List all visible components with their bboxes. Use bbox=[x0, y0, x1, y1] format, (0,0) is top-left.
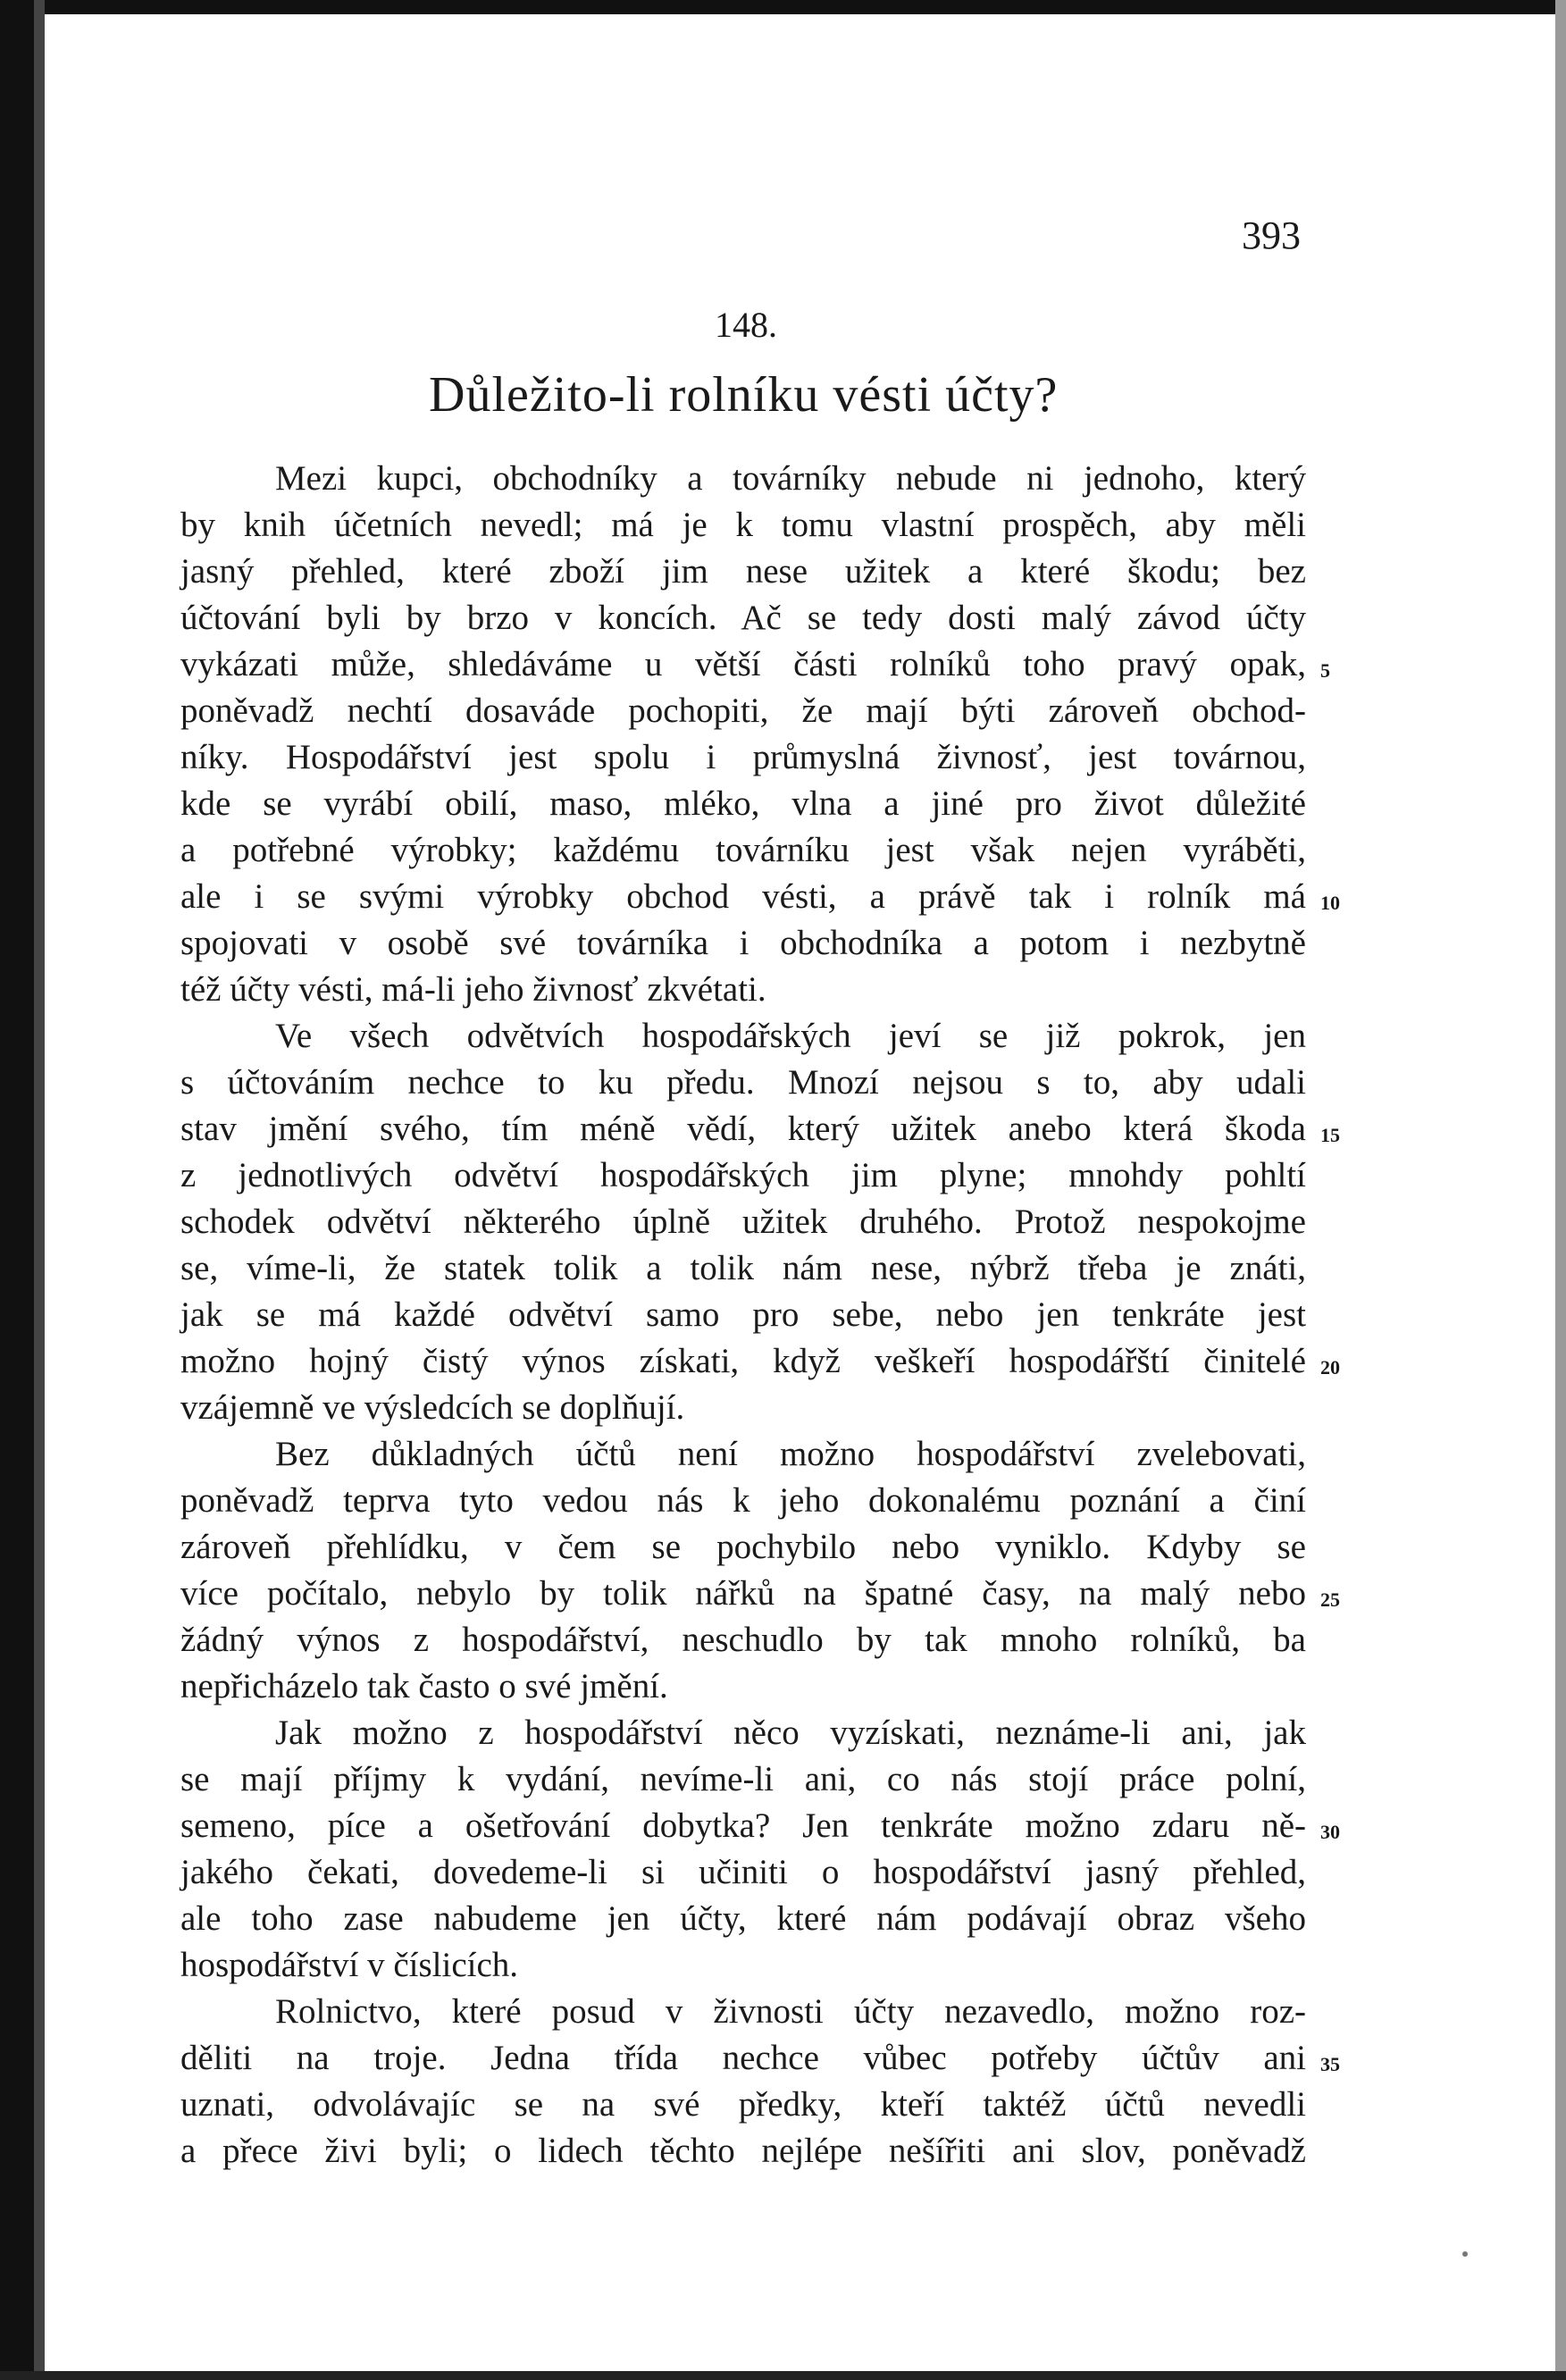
scan-border-left-shadow bbox=[34, 0, 45, 2380]
text-line: ale i se svými výrobky obchod vésti, a právě tak i rolník má bbox=[180, 877, 1306, 916]
text-line: ale toho zase nabudeme jen účty, které nám podávají obraz všeho bbox=[180, 1899, 1306, 1938]
text-line: jak se má každé odvětví samo pro sebe, nebo jen tenkráte jest bbox=[180, 1295, 1306, 1334]
margin-line-number: 35 bbox=[1320, 2053, 1340, 2075]
text-line: z jednotlivých odvětví hospodářských jim plyne; mnohdy pohltí bbox=[180, 1156, 1306, 1194]
chapter-number: 148. bbox=[715, 305, 777, 345]
margin-line-number: 5 bbox=[1320, 659, 1330, 682]
text-line: stav jmění svého, tím méně vědí, který užitek anebo která škoda bbox=[180, 1110, 1306, 1148]
text-line: hospodářství v číslicích. bbox=[180, 1946, 519, 1984]
text-line: níky. Hospodářství jest spolu i průmyslná živnosť, jest továrnou, bbox=[180, 738, 1306, 776]
margin-line-number: 10 bbox=[1320, 892, 1340, 914]
text-line: by knih účetních nevedl; má je k tomu vlastní prospěch, aby měli bbox=[180, 506, 1306, 544]
scan-speck bbox=[1462, 2251, 1468, 2257]
margin-line-number: 20 bbox=[1320, 1356, 1340, 1379]
text-line: schodek odvětví některého úplně užitek druhého. Protož nespokojme bbox=[180, 1203, 1306, 1241]
text-line: vzájemně ve výsledcích se doplňují. bbox=[180, 1388, 685, 1427]
margin-line-number: 15 bbox=[1320, 1124, 1340, 1146]
scan-border-right bbox=[1555, 0, 1566, 2380]
text-line: a přece živi byli; o lidech těchto nejlépe nešířiti ani slov, poněvadž bbox=[180, 2132, 1306, 2170]
text-line: Bez důkladných účtů není možno hospodářství zvelebovati, bbox=[275, 1435, 1306, 1473]
margin-line-number: 30 bbox=[1320, 1821, 1340, 1843]
text-line: poněvadž teprva tyto vedou nás k jeho dokonalému poznání a činí bbox=[180, 1481, 1306, 1520]
text-line: Mezi kupci, obchodníky a továrníky nebude ni jednoho, který bbox=[275, 459, 1306, 498]
text-line: poněvadž nechtí dosaváde pochopiti, že mají býti zároveň obchod- bbox=[180, 691, 1306, 730]
text-line: se mají příjmy k vydání, nevíme-li ani, co nás stojí práce polní, bbox=[180, 1760, 1306, 1798]
text-line: možno hojný čistý výnos získati, když veškeří hospodářští činitelé bbox=[180, 1342, 1306, 1380]
page-number: 393 bbox=[1242, 214, 1301, 257]
text-line: kde se vyrábí obilí, maso, mléko, vlna a jiné pro život důležité bbox=[180, 784, 1306, 823]
body-text bbox=[180, 456, 1306, 2175]
text-line: se, víme-li, že statek tolik a tolik nám nese, nýbrž třeba je znáti, bbox=[180, 1249, 1306, 1287]
text-line: uznati, odvolávajíc se na své předky, kteří taktéž účtů nevedli bbox=[180, 2085, 1306, 2124]
text-line: vykázati může, shledáváme u větší části rolníků toho pravý opak, bbox=[180, 645, 1306, 683]
text-line: žádný výnos z hospodářství, neschudlo by tak mnoho rolníků, ba bbox=[180, 1621, 1306, 1659]
chapter-title: Důležito-li rolníku vésti účty? bbox=[429, 367, 1059, 423]
text-line: Ve všech odvětvích hospodářských jeví se již pokrok, jen bbox=[275, 1017, 1306, 1055]
text-line: nepřicházelo tak často o své jmění. bbox=[180, 1667, 668, 1705]
text-line: jakého čekati, dovedeme-li si učiniti o hospodářství jasný přehled, bbox=[180, 1853, 1306, 1891]
text-line: zároveň přehlídku, v čem se pochybilo nebo vyniklo. Kdyby se bbox=[180, 1528, 1306, 1566]
text-line: a potřebné výrobky; každému továrníku jest však nejen vyráběti, bbox=[180, 831, 1306, 869]
scan-border-top bbox=[0, 0, 1566, 14]
scan-border-bottom bbox=[0, 2371, 1566, 2380]
text-line: Rolnictvo, které posud v živnosti účty nezavedlo, možno roz- bbox=[275, 1992, 1306, 2031]
text-line: více počítalo, nebylo by tolik nářků na špatné časy, na malý nebo bbox=[180, 1574, 1306, 1613]
text-line: účtování byli by brzo v koncích. Ač se tedy dosti malý závod účty bbox=[180, 599, 1306, 637]
text-line: spojovati v osobě své továrníka i obchodníka a potom i nezbytně bbox=[180, 924, 1306, 962]
text-line: též účty vésti, má-li jeho živnosť zkvétati. bbox=[180, 970, 766, 1009]
text-line: děliti na troje. Jedna třída nechce vůbec potřeby účtův ani bbox=[180, 2039, 1306, 2077]
margin-line-number: 25 bbox=[1320, 1588, 1340, 1611]
text-line: jasný přehled, které zboží jim nese užitek a které škodu; bez bbox=[180, 552, 1306, 591]
text-line: s účtováním nechce to ku předu. Mnozí nejsou s to, aby udali bbox=[180, 1063, 1306, 1102]
text-line: Jak možno z hospodářství něco vyzískati, neznáme-li ani, jak bbox=[275, 1714, 1306, 1752]
scan-border-left bbox=[0, 0, 34, 2380]
text-line: semeno, píce a ošetřování dobytka? Jen tenkráte možno zdaru ně- bbox=[180, 1806, 1306, 1845]
